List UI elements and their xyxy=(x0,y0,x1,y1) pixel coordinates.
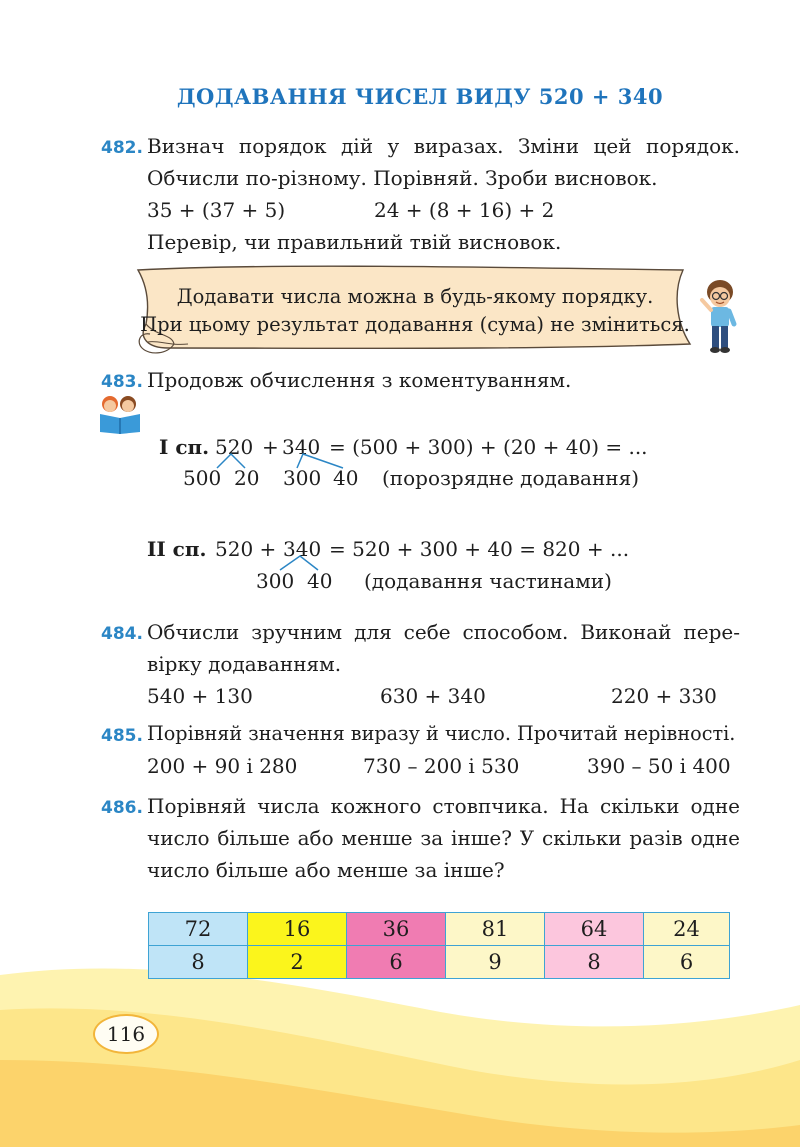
way1-expansion: = (500 + 300) + (20 + 40) = ... xyxy=(329,435,648,459)
numbers-table xyxy=(148,912,730,979)
exercise-486-number: 486. xyxy=(101,798,143,818)
exercise-484-line2: вірку додаванням. xyxy=(147,652,342,676)
rule-line1: Додавати числа можна в будь-якому порядку. xyxy=(176,285,654,308)
boy-character-illustration xyxy=(698,278,744,356)
exercise-483-text: Продовж обчислення з коментуванням. xyxy=(147,368,572,392)
way1-addend-b: 340 xyxy=(282,435,321,459)
way2-part-40: 40 xyxy=(307,569,333,593)
exercise-482-expr1: 35 + (37 + 5) xyxy=(147,198,286,222)
exercise-482-expr2: 24 + (8 + 16) + 2 xyxy=(374,198,555,222)
table-cell: 64 xyxy=(545,913,644,946)
exercise-486-line3: число більше або менше за інше? xyxy=(147,858,505,882)
table-cell: 6 xyxy=(644,946,730,979)
exercise-485-expr1: 200 + 90 і 280 xyxy=(147,754,298,778)
table-cell: 9 xyxy=(446,946,545,979)
table-row xyxy=(149,946,730,979)
way2-addend-b: 340 xyxy=(283,537,322,561)
kids-reading-icon xyxy=(96,392,144,434)
exercise-482-line4: Перевір, чи правильний твій висновок. xyxy=(147,230,562,254)
exercise-482-line2: Обчисли по-різному. Порівняй. Зроби висновок. xyxy=(147,166,658,190)
way2-expansion: = 520 + 300 + 40 = 820 + ... xyxy=(329,537,630,561)
table-cell: 6 xyxy=(347,946,446,979)
table-cell: 8 xyxy=(149,946,248,979)
way1-plus: + xyxy=(262,435,279,459)
exercise-485-text: Порівняй значення виразу й число. Прочитай нерівності. xyxy=(147,722,736,745)
table-cell: 36 xyxy=(347,913,446,946)
way1-part-500: 500 xyxy=(183,466,222,490)
rule-line2: При цьому результат додавання (сума) не зміниться. xyxy=(140,313,690,336)
way2-part-300: 300 xyxy=(256,569,295,593)
table-cell: 16 xyxy=(248,913,347,946)
exercise-484-expr3: 220 + 330 xyxy=(611,684,717,708)
exercise-484-line1: Обчисли зручним для себе способом. Виконай пере- xyxy=(147,620,740,644)
exercise-482-line1: Визнач порядок дій у виразах. Зміни цей порядок. xyxy=(147,134,740,158)
table-cell: 24 xyxy=(644,913,730,946)
way1-comment: (порозрядне додавання) xyxy=(382,466,640,490)
table-row xyxy=(149,913,730,946)
exercise-482-number: 482. xyxy=(101,138,143,158)
exercise-485-expr3: 390 – 50 і 400 xyxy=(587,754,731,778)
table-cell: 8 xyxy=(545,946,644,979)
table-cell: 72 xyxy=(149,913,248,946)
way1-part-20: 20 xyxy=(234,466,260,490)
page-title: ДОДАВАННЯ ЧИСЕЛ ВИДУ 520 + 340 xyxy=(176,84,664,109)
way1-part-300: 300 xyxy=(283,466,322,490)
way1-addend-a: 520 xyxy=(215,435,254,459)
exercise-486-line1: Порівняй числа кожного стовпчика. На скільки одне xyxy=(147,794,740,818)
exercise-484-expr1: 540 + 130 xyxy=(147,684,253,708)
table-cell: 81 xyxy=(446,913,545,946)
way1-part-40: 40 xyxy=(333,466,359,490)
way1-label: І сп. xyxy=(159,435,210,459)
way2-comment: (додавання частинами) xyxy=(364,569,612,593)
page-number: 116 xyxy=(93,1014,159,1054)
exercise-484-expr2: 630 + 340 xyxy=(380,684,486,708)
exercise-486-line2: число більше або менше за інше? У скільки разів одне xyxy=(147,826,740,850)
table-cell: 2 xyxy=(248,946,347,979)
exercise-485-expr2: 730 – 200 і 530 xyxy=(363,754,520,778)
exercise-484-number: 484. xyxy=(101,624,143,644)
way2-addend-a: 520 + xyxy=(215,537,277,561)
exercise-483-number: 483. xyxy=(101,372,143,392)
way2-label: ІІ сп. xyxy=(147,537,207,561)
exercise-485-number: 485. xyxy=(101,726,143,746)
